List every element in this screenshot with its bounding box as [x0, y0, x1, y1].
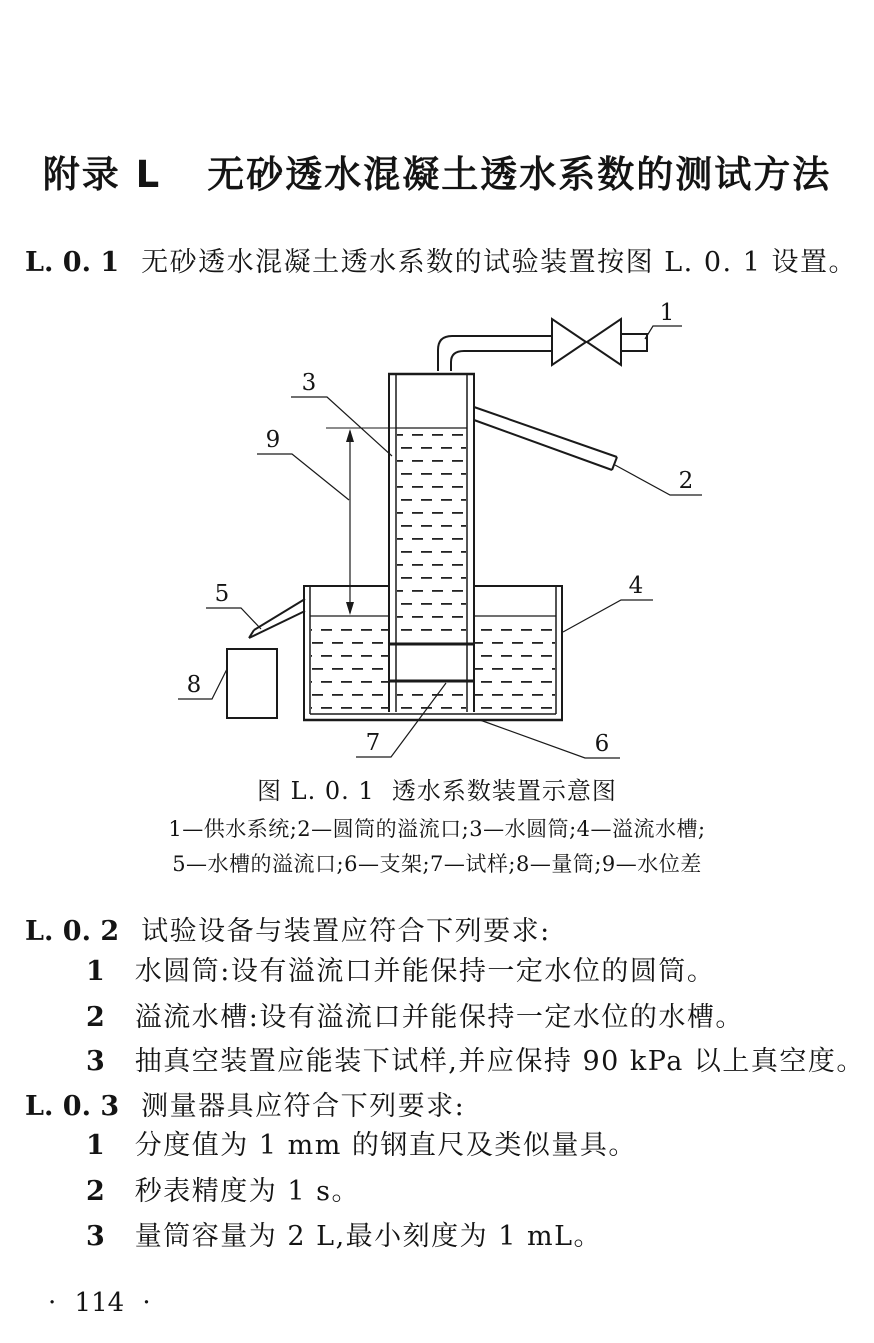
figure-caption: 图 L. 0. 1 透水系数装置示意图	[257, 777, 617, 805]
callout-9-number: 9	[265, 427, 281, 453]
appendix-label: 附录 L	[42, 153, 162, 196]
clause-l01-label: L. 0. 1	[25, 247, 120, 278]
item-text: 抽真空装置应能装下试样,并应保持 90 kPa 以上真空度。	[134, 1046, 865, 1077]
callout-8	[178, 669, 227, 699]
supply-pipe	[438, 319, 647, 371]
figure-legend-line-1: 1—供水系统;2—圆筒的溢流口;3—水圆筒;4—溢流水槽;	[168, 817, 706, 841]
tank-overflow-pipe	[249, 599, 305, 638]
callout-5	[206, 581, 261, 629]
clause-l03-item-3	[86, 1221, 602, 1253]
callout-6-number: 6	[594, 731, 610, 757]
cylinder-overflow-pipe	[474, 407, 617, 470]
callout-2	[615, 465, 702, 495]
item-text: 水圆筒:设有溢流口并能保持一定水位的圆筒。	[134, 956, 716, 987]
item-number: 1	[86, 1130, 105, 1161]
item-text: 量筒容量为 2 L,最小刻度为 1 mL。	[134, 1221, 603, 1252]
callout-9	[257, 427, 349, 500]
item-number: 1	[86, 956, 105, 987]
sample-block	[389, 644, 474, 681]
callout-5-number: 5	[214, 581, 230, 607]
callout-7-number: 7	[365, 730, 381, 756]
cylinder-water	[397, 430, 466, 711]
measuring-cylinder	[227, 649, 277, 718]
callout-4	[563, 573, 653, 632]
water-level-dimension	[346, 429, 354, 615]
clause-l03-label: L. 0. 3	[25, 1091, 120, 1122]
item-text: 分度值为 1 mm 的钢直尺及类似量具。	[134, 1130, 637, 1161]
clause-l02-item-3	[86, 1046, 865, 1078]
clause-l02-heading-text: 试验设备与装置应符合下列要求:	[141, 916, 551, 947]
item-number: 2	[86, 1002, 105, 1033]
figure-legend-line-2: 5—水槽的溢流口;6—支架;7—试样;8—量筒;9—水位差	[172, 852, 702, 876]
callout-6	[480, 720, 620, 758]
clause-l03-item-2	[86, 1176, 360, 1208]
appendix-title-text: 无砂透水混凝土透水系数的测试方法	[207, 153, 832, 196]
clause-l03-heading-text: 测量器具应符合下列要求:	[141, 1091, 466, 1122]
clause-l02-item-1	[86, 956, 715, 988]
callout-4-number: 4	[628, 573, 644, 599]
callout-1	[645, 300, 682, 339]
item-text: 秒表精度为 1 s。	[134, 1176, 360, 1207]
callout-2-number: 2	[678, 468, 694, 494]
valve-icon	[552, 319, 586, 365]
clause-l02-heading	[25, 915, 551, 949]
valve-icon	[587, 319, 621, 365]
item-number: 3	[86, 1046, 105, 1077]
item-number: 3	[86, 1221, 105, 1252]
clause-l01-text: 无砂透水混凝土透水系数的试验装置按图 L. 0. 1 设置。	[141, 247, 857, 278]
callout-3-number: 3	[301, 370, 317, 396]
item-text: 溢流水槽:设有溢流口并能保持一定水位的水槽。	[134, 1002, 744, 1033]
callout-1-number: 1	[659, 300, 675, 326]
callout-3	[291, 370, 392, 456]
clause-l02-item-2	[86, 1002, 744, 1034]
clause-l03-item-1	[86, 1130, 637, 1162]
item-number: 2	[86, 1176, 105, 1207]
clause-l03-heading	[25, 1090, 465, 1124]
callout-8-number: 8	[186, 672, 202, 698]
clause-l02-label: L. 0. 2	[25, 916, 120, 947]
page-number: · 114 ·	[48, 1288, 151, 1318]
